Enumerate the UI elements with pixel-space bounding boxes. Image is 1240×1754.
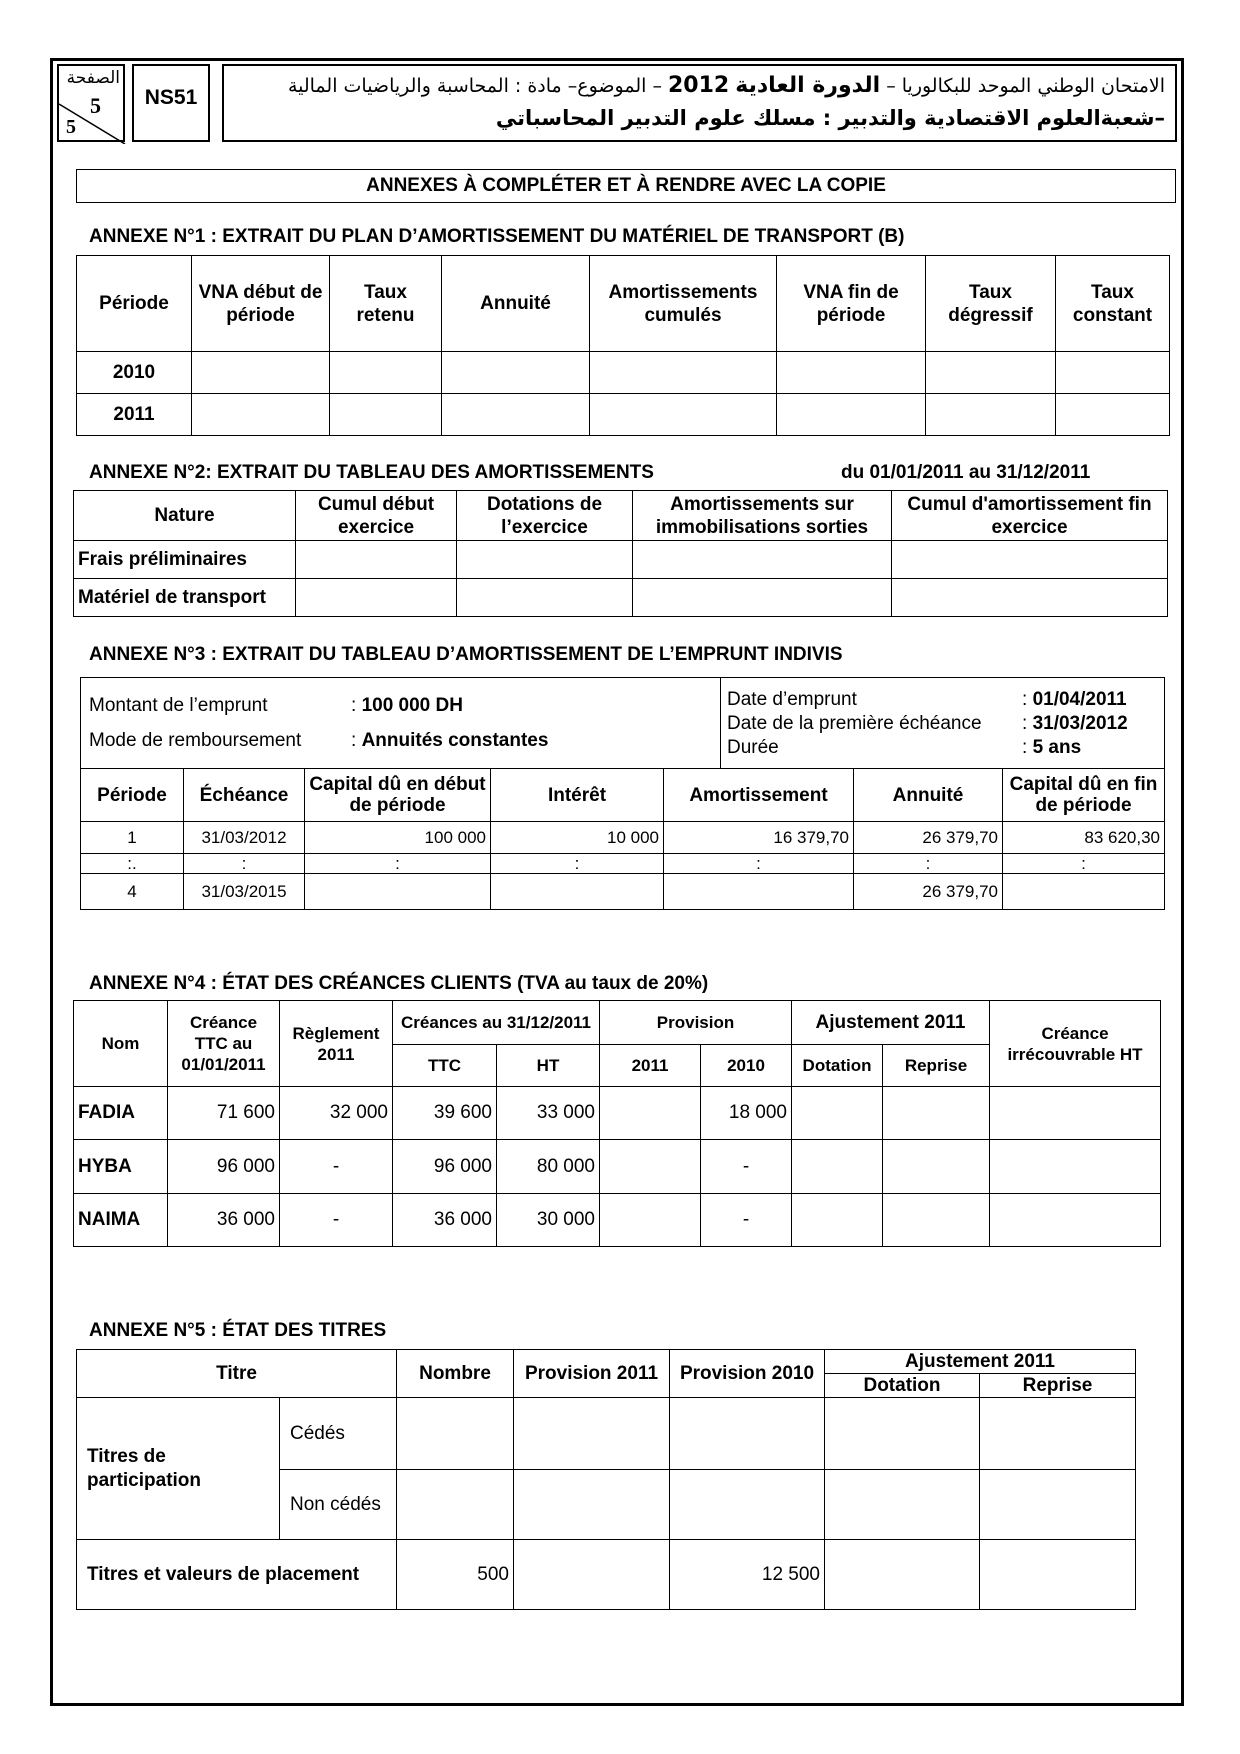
empty-cell[interactable] bbox=[825, 1540, 980, 1610]
session-label: الدورة العادية bbox=[735, 73, 881, 98]
page-number-box bbox=[57, 64, 125, 142]
client-name: HYBA bbox=[74, 1140, 168, 1194]
col-taux-retenu: Taux retenu bbox=[330, 256, 442, 352]
table-row bbox=[77, 352, 1170, 394]
placement-nombre: 500 bbox=[397, 1540, 514, 1610]
empty-cell[interactable] bbox=[1003, 874, 1165, 910]
empty-cell[interactable] bbox=[600, 1087, 701, 1140]
col-titre: Titre bbox=[77, 1350, 397, 1398]
exam-title-box bbox=[222, 64, 1177, 142]
date-emprunt-value: 01/04/2011 bbox=[1032, 689, 1127, 710]
annexe2-title: ANNEXE N°2: EXTRAIT DU TABLEAU DES AMORTISSEMENTS bbox=[89, 462, 654, 483]
cell-periode: 1 bbox=[81, 822, 184, 854]
empty-cell[interactable] bbox=[192, 352, 330, 394]
empty-cell[interactable] bbox=[514, 1470, 670, 1540]
empty-cell[interactable] bbox=[633, 541, 892, 579]
loan-info-left bbox=[81, 678, 721, 769]
cell-annuite: 26 379,70 bbox=[854, 874, 1003, 910]
placement-prov-2010: 12 500 bbox=[670, 1540, 825, 1610]
empty-cell[interactable] bbox=[980, 1398, 1136, 1470]
cell-creance: 36 000 bbox=[168, 1194, 280, 1247]
col-nature: Nature bbox=[74, 491, 296, 541]
table-row bbox=[74, 1140, 1161, 1194]
cell-ttc: 39 600 bbox=[393, 1087, 497, 1140]
col-cumul-fin: Cumul d'amortissement fin exercice bbox=[892, 491, 1168, 541]
row-nature: Frais préliminaires bbox=[74, 541, 296, 579]
cell-creance: 71 600 bbox=[168, 1087, 280, 1140]
loan-info-right-grid: Date d’emprunt : 01/04/2011 Date de la première échéance : 31/03/2012 Durée : 5 ans bbox=[727, 689, 1128, 758]
empty-cell[interactable] bbox=[670, 1398, 825, 1470]
empty-cell[interactable] bbox=[883, 1194, 990, 1247]
empty-cell[interactable] bbox=[330, 352, 442, 394]
table-row bbox=[77, 394, 1170, 436]
col-annuite: Annuité bbox=[442, 256, 590, 352]
col-ht: HT bbox=[497, 1045, 600, 1087]
page-number: 5 bbox=[90, 93, 101, 118]
cell-capital-fin: 83 620,30 bbox=[1003, 822, 1165, 854]
premiere-echeance-value: 31/03/2012 bbox=[1032, 713, 1128, 734]
empty-cell[interactable] bbox=[777, 352, 926, 394]
client-name: NAIMA bbox=[74, 1194, 168, 1247]
table-row bbox=[77, 1398, 1136, 1470]
col-nom: Nom bbox=[74, 1001, 168, 1087]
empty-cell[interactable] bbox=[296, 579, 457, 617]
empty-cell[interactable] bbox=[397, 1398, 514, 1470]
col-amort-cumules: Amortissements cumulés bbox=[590, 256, 777, 352]
page-label: الصفحة bbox=[66, 68, 120, 88]
mode-value: Annuités constantes bbox=[361, 729, 549, 751]
table-row bbox=[77, 1540, 1136, 1610]
loan-info-right bbox=[721, 678, 1165, 769]
empty-cell[interactable] bbox=[633, 579, 892, 617]
annexe1-table bbox=[76, 255, 1170, 436]
cell-ht: 80 000 bbox=[497, 1140, 600, 1194]
empty-cell[interactable] bbox=[792, 1140, 883, 1194]
col-taux-constant: Taux constant bbox=[1056, 256, 1170, 352]
page-total: 5 bbox=[66, 116, 76, 138]
empty-cell[interactable] bbox=[892, 541, 1168, 579]
col-vna-fin: VNA fin de période bbox=[777, 256, 926, 352]
exam-year: 2012 bbox=[668, 73, 730, 98]
cell-interet: 10 000 bbox=[491, 822, 664, 854]
empty-cell[interactable] bbox=[670, 1470, 825, 1540]
empty-cell[interactable] bbox=[1056, 352, 1170, 394]
annexe5-table bbox=[76, 1349, 1136, 1610]
col-nombre: Nombre bbox=[397, 1350, 514, 1398]
montant-value: 100 000 DH bbox=[361, 694, 463, 716]
empty-cell[interactable] bbox=[442, 394, 590, 436]
cell-prov-2010: - bbox=[701, 1194, 792, 1247]
annexe4-title: ANNEXE N°4 : ÉTAT DES CRÉANCES CLIENTS (TVA au taux de 20%) bbox=[89, 973, 709, 994]
mode-label: Mode de remboursement bbox=[89, 729, 302, 751]
cell-capital-debut: 100 000 bbox=[305, 822, 491, 854]
cell-prov-2010: - bbox=[701, 1140, 792, 1194]
row-year: 2011 bbox=[77, 394, 192, 436]
exam-title-line2: –شعبةالعلوم الاقتصادية والتدبير : مسلك علوم التدبير المحاسباتي bbox=[495, 106, 1165, 130]
table-row bbox=[74, 1087, 1161, 1140]
annexe5-title: ANNEXE N°5 : ÉTAT DES TITRES bbox=[89, 1320, 387, 1341]
empty-cell[interactable] bbox=[397, 1470, 514, 1540]
table-row bbox=[74, 1194, 1161, 1247]
ellipsis-cell: : bbox=[664, 854, 854, 874]
cell-ht: 33 000 bbox=[497, 1087, 600, 1140]
table-row bbox=[81, 874, 1165, 910]
empty-cell[interactable] bbox=[883, 1140, 990, 1194]
empty-cell[interactable] bbox=[926, 394, 1056, 436]
annexe4-table bbox=[73, 1000, 1161, 1247]
exam-title-line1: الامتحان الوطني الموحد للبكالوريا – الدورة العادية 2012 – الموضوع– مادة : المحاسبة والرياضيات المالية bbox=[287, 73, 1165, 98]
cell-reglement: - bbox=[280, 1140, 393, 1194]
ellipsis-cell: : bbox=[491, 854, 664, 874]
empty-cell[interactable] bbox=[442, 352, 590, 394]
loan-info-left-grid: Montant de l’emprunt : 100 000 DH Mode de remboursement : Annuités constantes bbox=[89, 688, 548, 758]
table-row bbox=[81, 854, 1165, 874]
col-capital-debut: Capital dû en début de période bbox=[305, 769, 491, 822]
empty-cell[interactable] bbox=[330, 394, 442, 436]
empty-cell[interactable] bbox=[990, 1194, 1161, 1247]
col-annuite: Annuité bbox=[854, 769, 1003, 822]
empty-cell[interactable] bbox=[1056, 394, 1170, 436]
cell-ttc: 36 000 bbox=[393, 1194, 497, 1247]
row-year: 2010 bbox=[77, 352, 192, 394]
col-interet: Intérêt bbox=[491, 769, 664, 822]
empty-cell[interactable] bbox=[792, 1087, 883, 1140]
col-ajustement: Ajustement 2011 bbox=[825, 1350, 1136, 1374]
titres-placement-label: Titres et valeurs de placement bbox=[77, 1540, 397, 1610]
col-dotation: Dotation bbox=[825, 1374, 980, 1398]
col-prov-2011: 2011 bbox=[600, 1045, 701, 1087]
col-creance-ttc: Créance TTC au 01/01/2011 bbox=[168, 1001, 280, 1087]
col-capital-fin: Capital dû en fin de période bbox=[1003, 769, 1165, 822]
empty-cell[interactable] bbox=[792, 1194, 883, 1247]
table-row bbox=[74, 541, 1168, 579]
annexe2-table bbox=[73, 490, 1168, 617]
empty-cell[interactable] bbox=[192, 394, 330, 436]
empty-cell[interactable] bbox=[990, 1087, 1161, 1140]
empty-cell[interactable] bbox=[590, 352, 777, 394]
col-ajustement: Ajustement 2011 bbox=[792, 1001, 990, 1045]
annexe1-title: ANNEXE N°1 : EXTRAIT DU PLAN D’AMORTISSEMENT DU MATÉRIEL DE TRANSPORT (B) bbox=[89, 226, 905, 247]
row-nature: Matériel de transport bbox=[74, 579, 296, 617]
empty-cell[interactable] bbox=[514, 1398, 670, 1470]
empty-cell[interactable] bbox=[600, 1140, 701, 1194]
col-provision: Provision bbox=[600, 1001, 792, 1045]
col-ttc: TTC bbox=[393, 1045, 497, 1087]
ellipsis-cell: : bbox=[305, 854, 491, 874]
cell-ht: 30 000 bbox=[497, 1194, 600, 1247]
ellipsis-cell: : bbox=[1003, 854, 1165, 874]
cell-periode: 4 bbox=[81, 874, 184, 910]
cell-echeance: 31/03/2015 bbox=[184, 874, 305, 910]
empty-cell[interactable] bbox=[990, 1140, 1161, 1194]
empty-cell[interactable] bbox=[664, 874, 854, 910]
empty-cell[interactable] bbox=[980, 1470, 1136, 1540]
ellipsis-cell: :. bbox=[81, 854, 184, 874]
exam-code: NS51 bbox=[132, 64, 210, 142]
table-row bbox=[74, 579, 1168, 617]
col-cumul-debut: Cumul début exercice bbox=[296, 491, 457, 541]
ellipsis-cell: : bbox=[184, 854, 305, 874]
empty-cell[interactable] bbox=[777, 394, 926, 436]
ellipsis-cell: : bbox=[854, 854, 1003, 874]
date-emprunt-label: Date d’emprunt bbox=[727, 689, 857, 710]
empty-cell[interactable] bbox=[892, 579, 1168, 617]
annexe3-title: ANNEXE N°3 : EXTRAIT DU TABLEAU D’AMORTISSEMENT DE L’EMPRUNT INDIVIS bbox=[89, 644, 843, 665]
col-taux-degressif: Taux dégressif bbox=[926, 256, 1056, 352]
cell-prov-2010: 18 000 bbox=[701, 1087, 792, 1140]
col-irrecouvrable: Créance irrécouvrable HT bbox=[990, 1001, 1161, 1087]
col-prov-2010: Provision 2010 bbox=[670, 1350, 825, 1398]
col-dotation: Dotation bbox=[792, 1045, 883, 1087]
col-reglement: Règlement 2011 bbox=[280, 1001, 393, 1087]
col-amort-sorties: Amortissements sur immobilisations sorties bbox=[633, 491, 892, 541]
empty-cell[interactable] bbox=[514, 1540, 670, 1610]
annexe2-period: du 01/01/2011 au 31/12/2011 bbox=[841, 462, 1091, 483]
duree-value: 5 ans bbox=[1032, 737, 1082, 758]
col-echeance: Échéance bbox=[184, 769, 305, 822]
annexes-banner: ANNEXES À COMPLÉTER ET À RENDRE AVEC LA COPIE bbox=[76, 169, 1176, 203]
premiere-echeance-label: Date de la première échéance bbox=[727, 713, 982, 734]
duree-label: Durée bbox=[727, 737, 779, 758]
col-periode: Période bbox=[81, 769, 184, 822]
empty-cell[interactable] bbox=[491, 874, 664, 910]
empty-cell[interactable] bbox=[305, 874, 491, 910]
col-vna-debut: VNA début de période bbox=[192, 256, 330, 352]
col-prov-2011: Provision 2011 bbox=[514, 1350, 670, 1398]
col-prov-2010: 2010 bbox=[701, 1045, 792, 1087]
table-row bbox=[81, 822, 1165, 854]
col-creances-au: Créances au 31/12/2011 bbox=[393, 1001, 600, 1045]
cedes-label: Cédés bbox=[280, 1398, 397, 1470]
empty-cell[interactable] bbox=[296, 541, 457, 579]
titres-participation-label: Titres de participation bbox=[77, 1398, 280, 1540]
cell-echeance: 31/03/2012 bbox=[184, 822, 305, 854]
col-periode: Période bbox=[77, 256, 192, 352]
empty-cell[interactable] bbox=[457, 579, 633, 617]
empty-cell[interactable] bbox=[883, 1087, 990, 1140]
loan-info-table bbox=[80, 677, 1165, 769]
col-reprise: Reprise bbox=[980, 1374, 1136, 1398]
empty-cell[interactable] bbox=[926, 352, 1056, 394]
non-cedes-label: Non cédés bbox=[280, 1470, 397, 1540]
cell-amortissement: 16 379,70 bbox=[664, 822, 854, 854]
empty-cell[interactable] bbox=[825, 1398, 980, 1470]
annexe3-table bbox=[80, 768, 1165, 910]
col-amortissement: Amortissement bbox=[664, 769, 854, 822]
cell-ttc: 96 000 bbox=[393, 1140, 497, 1194]
cell-creance: 96 000 bbox=[168, 1140, 280, 1194]
col-dotations: Dotations de l’exercice bbox=[457, 491, 633, 541]
empty-cell[interactable] bbox=[825, 1470, 980, 1540]
montant-label: Montant de l’emprunt bbox=[89, 694, 268, 716]
empty-cell[interactable] bbox=[600, 1194, 701, 1247]
empty-cell[interactable] bbox=[980, 1540, 1136, 1610]
cell-annuite: 26 379,70 bbox=[854, 822, 1003, 854]
empty-cell[interactable] bbox=[590, 394, 777, 436]
empty-cell[interactable] bbox=[457, 541, 633, 579]
cell-reglement: - bbox=[280, 1194, 393, 1247]
client-name: FADIA bbox=[74, 1087, 168, 1140]
col-reprise: Reprise bbox=[883, 1045, 990, 1087]
cell-reglement: 32 000 bbox=[280, 1087, 393, 1140]
